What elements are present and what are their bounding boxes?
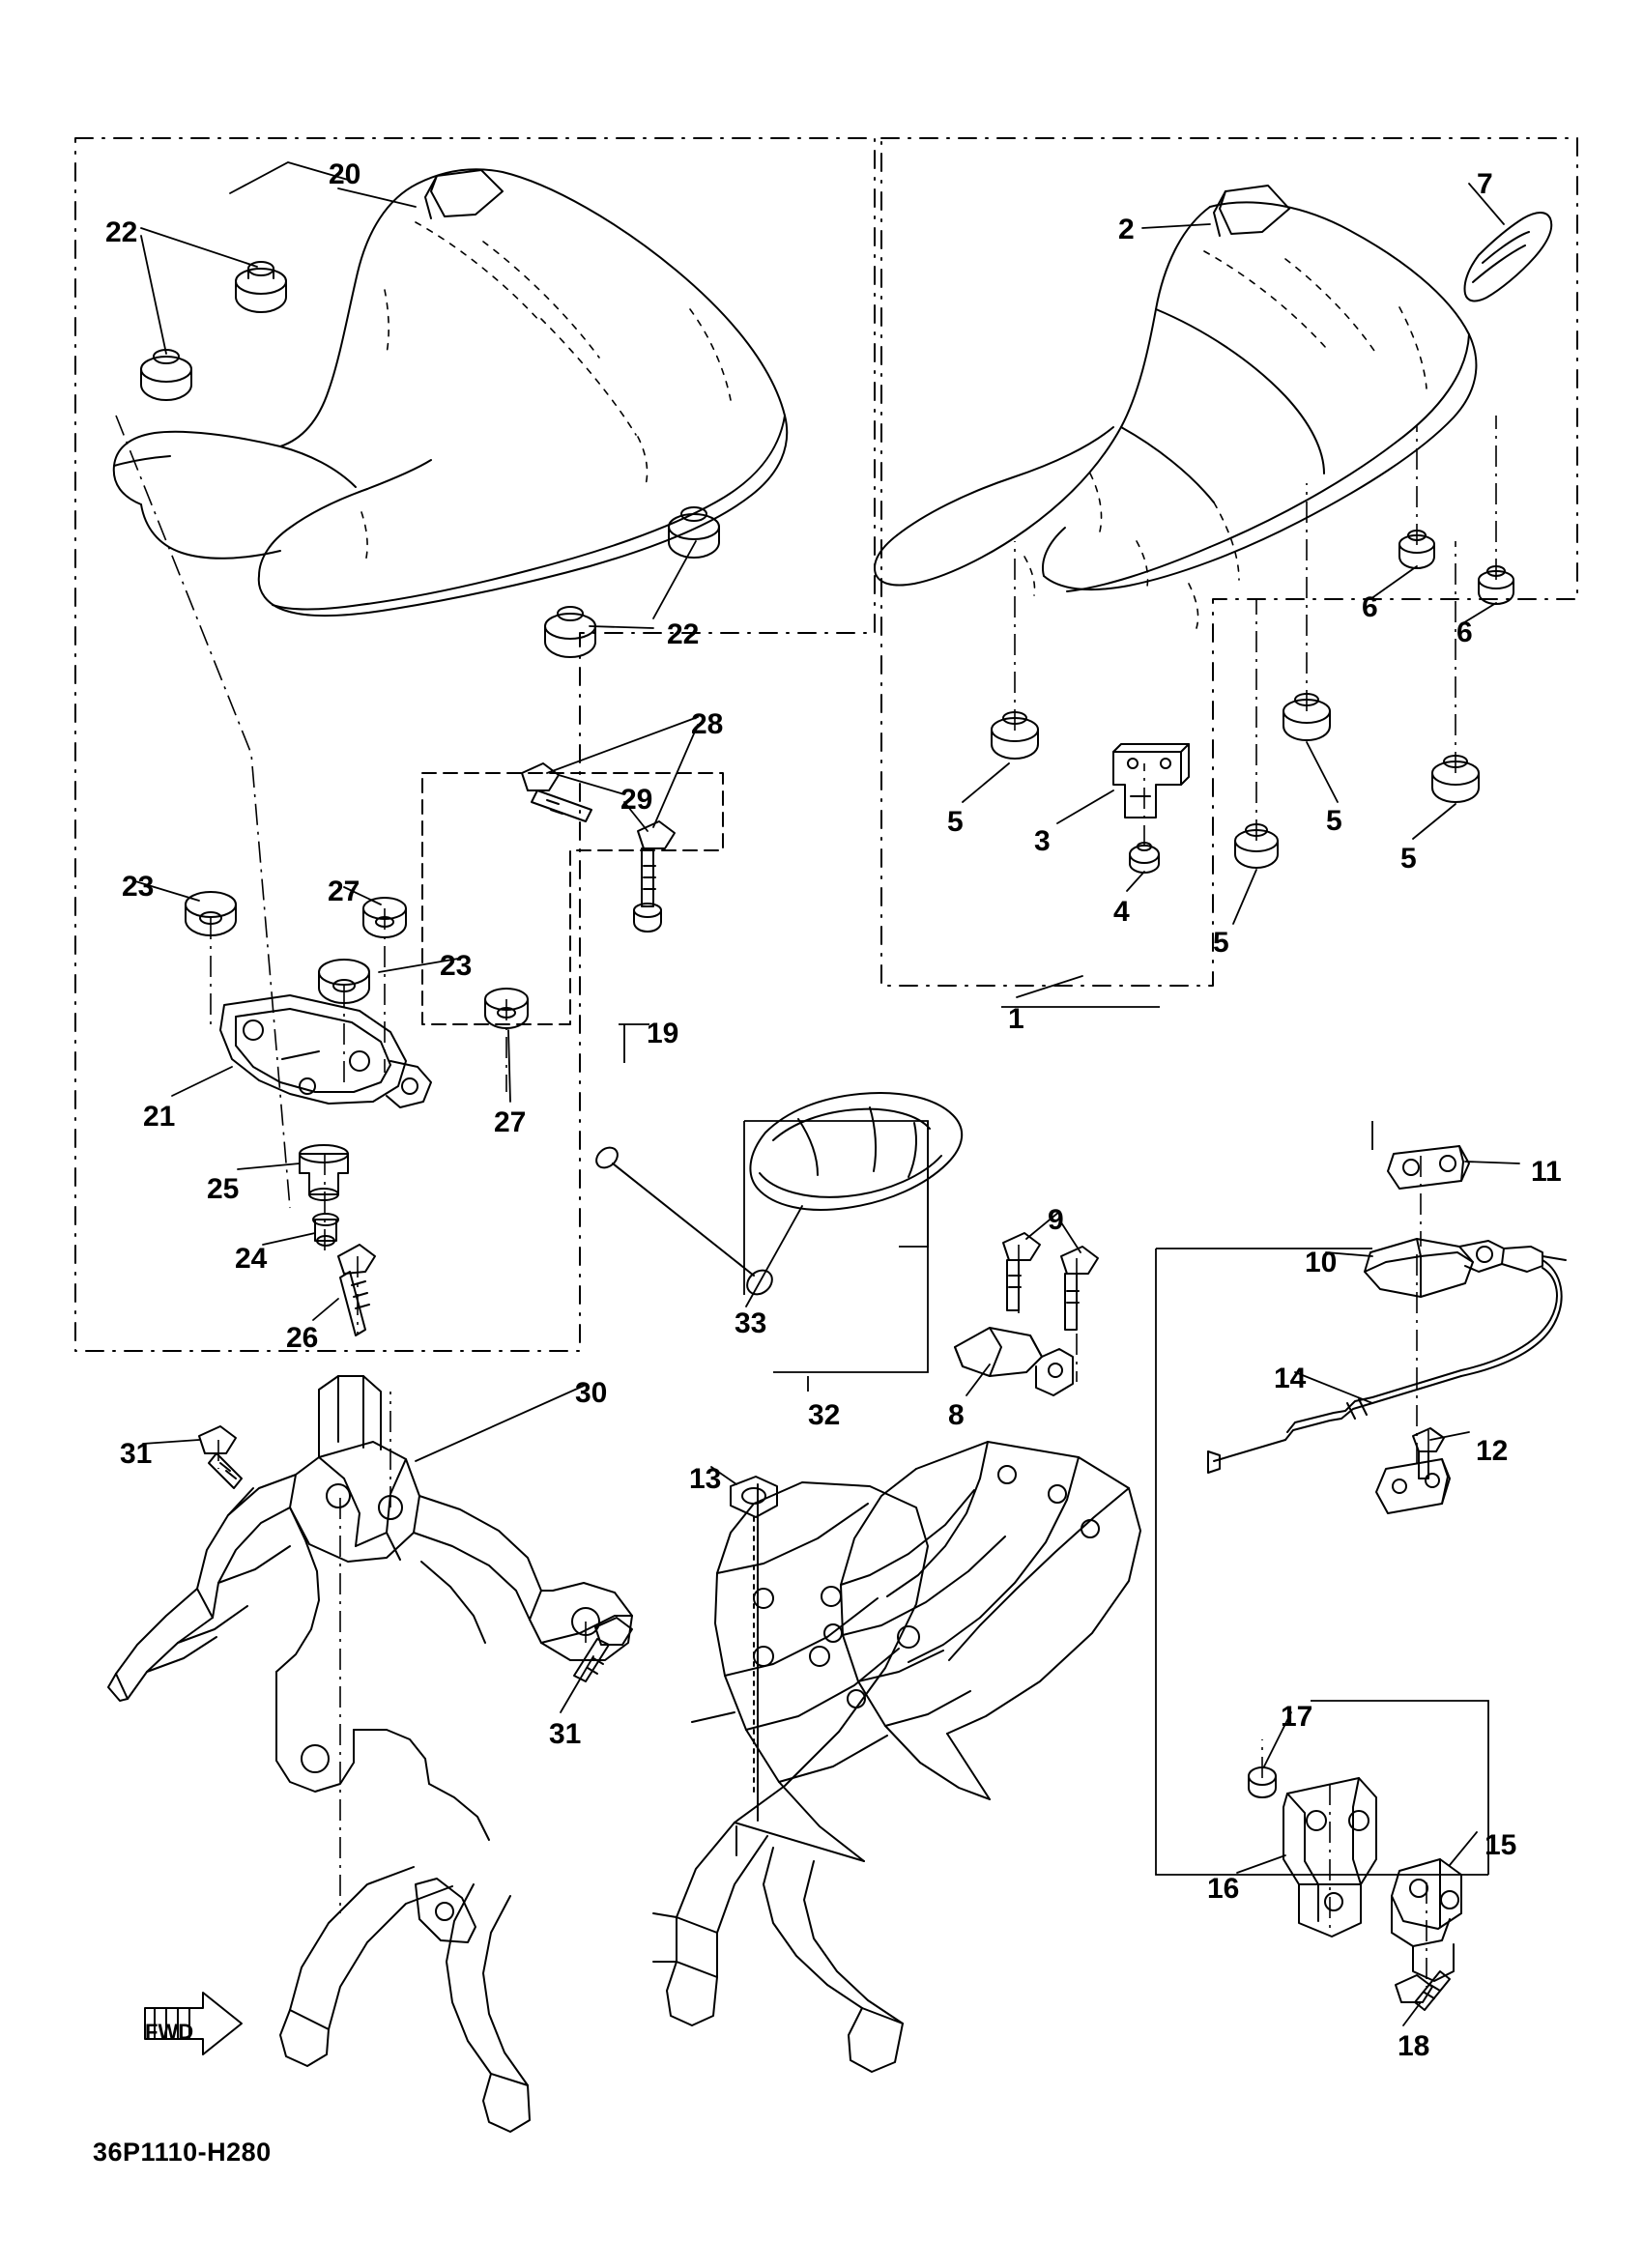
group-boundary-bolts (422, 773, 723, 1024)
callout-7: 7 (1477, 168, 1493, 200)
seat-strap-33 (750, 1093, 962, 1210)
bolt-31-lower (574, 1618, 632, 1681)
passenger-seat-dotted-lines (1024, 251, 1427, 628)
callout-20: 20 (329, 158, 361, 190)
bolt-26 (338, 1245, 375, 1335)
callout-29: 29 (620, 784, 653, 816)
callout-22-lower: 22 (667, 618, 700, 650)
grab-strap-7 (1465, 213, 1552, 301)
callout-14: 14 (1274, 1363, 1307, 1394)
callout-24: 24 (235, 1243, 268, 1275)
callout-27-upper: 27 (328, 876, 360, 907)
nut-4 (1130, 843, 1159, 873)
callout-22-upper: 22 (105, 216, 138, 248)
damper-22-bottom (545, 607, 595, 657)
seat-lock-bracket-21 (220, 995, 431, 1107)
seat-rail-frame (280, 1442, 1140, 2132)
callout-15: 15 (1484, 1829, 1517, 1861)
callout-8: 8 (948, 1399, 965, 1431)
callout-31-lower: 31 (549, 1718, 582, 1750)
callout-10: 10 (1305, 1247, 1338, 1278)
callout-5-lower: 5 (1213, 927, 1229, 959)
callout-11: 11 (1531, 1156, 1562, 1188)
seat-lock-10 (1365, 1239, 1566, 1297)
seat-lock-cable-14 (1208, 1260, 1562, 1473)
callout-28: 28 (691, 708, 724, 740)
bracket-11 (1388, 1146, 1469, 1189)
callout-27-lower: 27 (494, 1106, 527, 1138)
diagram-part-code: 36P1110-H280 (93, 2138, 272, 2167)
nut-24 (313, 1214, 338, 1246)
seat-catch-8 (955, 1328, 1073, 1395)
callout-12: 12 (1476, 1435, 1509, 1467)
damper-22-upper-left (236, 262, 286, 312)
callout-23-left: 23 (122, 871, 155, 903)
callout-21: 21 (143, 1101, 176, 1133)
bolt-9-right (1061, 1247, 1098, 1330)
callout-6-left: 6 (1362, 591, 1378, 623)
callout-4: 4 (1113, 896, 1130, 928)
tie-wire-32 (592, 1143, 777, 1299)
callout-5-right: 5 (1400, 843, 1417, 875)
damper-22-lower-left (141, 350, 191, 400)
callout-9: 9 (1048, 1204, 1064, 1236)
callout-3: 3 (1034, 825, 1051, 857)
callout-19: 19 (647, 1018, 679, 1049)
callout-33: 33 (735, 1307, 767, 1339)
callout-31-upper: 31 (120, 1438, 153, 1470)
callout-5-mid: 5 (1326, 805, 1342, 837)
rider-seat-20 (114, 169, 787, 616)
nut-29-washer (634, 904, 661, 932)
callout-23-right: 23 (440, 950, 473, 982)
callout-1: 1 (1008, 1003, 1024, 1035)
callout-30: 30 (575, 1377, 608, 1409)
callout-17: 17 (1281, 1701, 1313, 1733)
callout-25: 25 (207, 1173, 240, 1205)
callout-32: 32 (808, 1399, 841, 1431)
callout-13: 13 (689, 1463, 722, 1495)
bolt-29 (638, 821, 675, 906)
grommet-25 (300, 1145, 348, 1200)
callout-16: 16 (1207, 1873, 1240, 1905)
callout-2: 2 (1118, 214, 1135, 245)
damper-22-right (669, 507, 719, 558)
callout-18: 18 (1398, 2030, 1430, 2062)
group-boundary-left-seat (75, 138, 875, 1354)
callout-6-right: 6 (1456, 617, 1473, 648)
fwd-direction-label: FWD (145, 2020, 194, 2044)
bolt-9-left (1003, 1233, 1040, 1310)
seat-bracket-3 (1113, 744, 1189, 818)
passenger-seat-2 (875, 186, 1476, 591)
bracket-12 (1376, 1459, 1450, 1513)
callout-26: 26 (286, 1322, 319, 1354)
bolt-31-upper (199, 1426, 242, 1488)
seat-rail-bracket-30 (108, 1376, 632, 1840)
callout-5-left: 5 (947, 806, 964, 838)
rider-seat-dotted-lines (361, 222, 731, 562)
